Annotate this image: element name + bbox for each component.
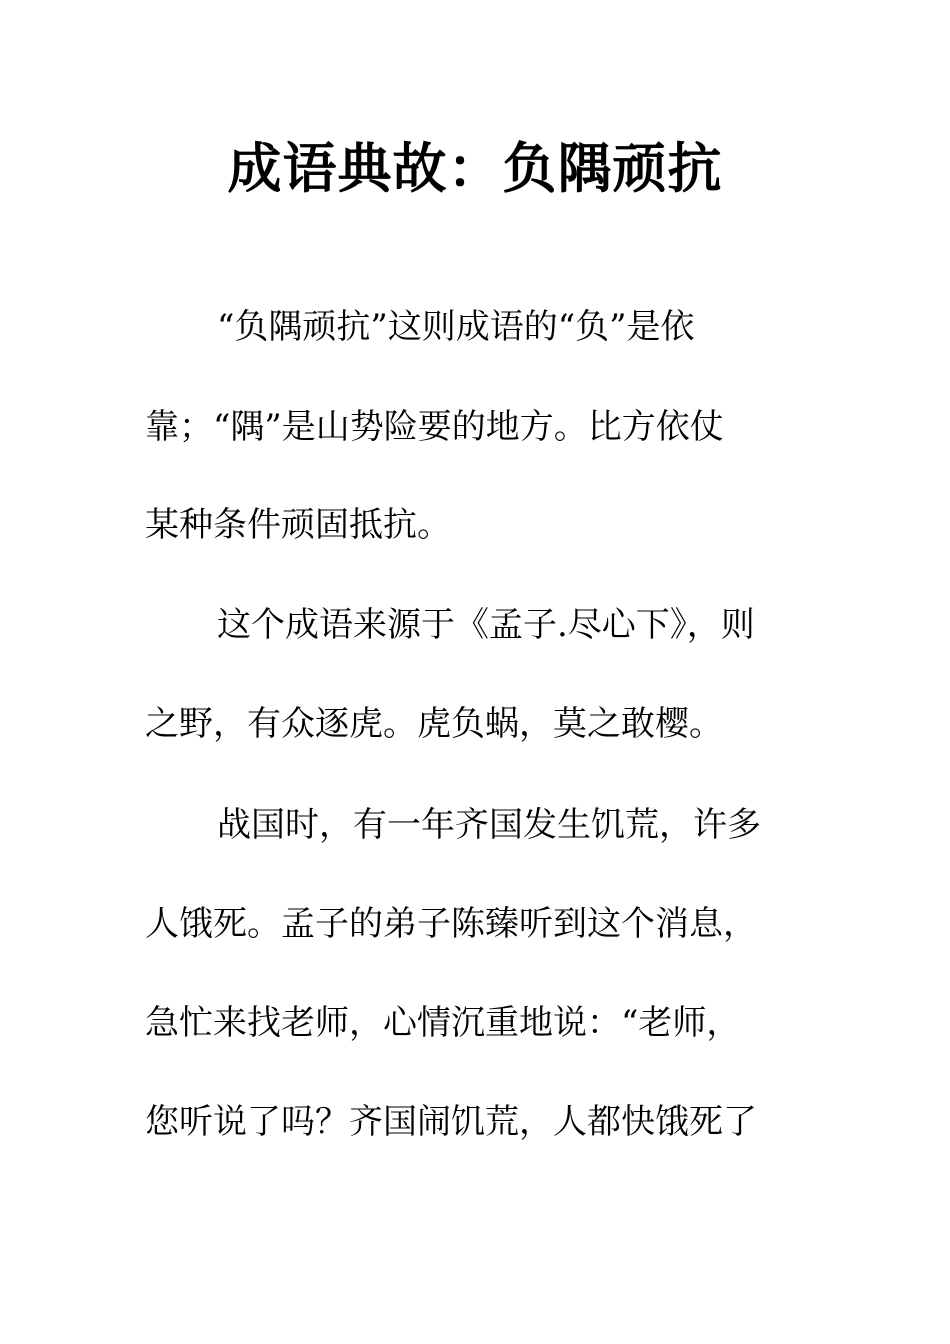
paragraph-3-line-4: 您听说了吗？齐国闹饥荒，人都快饿死了 xyxy=(145,1102,757,1142)
paragraph-3-line-2: 人饿死。孟子的弟子陈臻听到这个消息， xyxy=(145,904,757,944)
paragraph-2-line-1: 这个成语来源于《孟子.尽心下》，则 xyxy=(217,605,755,645)
paragraph-1-line-2: 靠；“隅”是山势险要的地方。比方依仗 xyxy=(145,407,724,447)
paragraph-2-line-2: 之野，有众逐虎。虎负蜗，莫之敢樱。 xyxy=(145,704,723,744)
paragraph-1-line-3: 某种条件顽固抵抗。 xyxy=(145,505,451,545)
paragraph-3-line-3: 急忙来找老师，心情沉重地说：“老师， xyxy=(145,1003,741,1043)
document-title: 成语典故：负隅顽抗 xyxy=(227,136,723,200)
paragraph-3-line-1: 战国时，有一年齐国发生饥荒，许多 xyxy=(217,805,761,845)
paragraph-1-line-1: “负隅顽抗”这则成语的“负”是依 xyxy=(217,307,695,347)
